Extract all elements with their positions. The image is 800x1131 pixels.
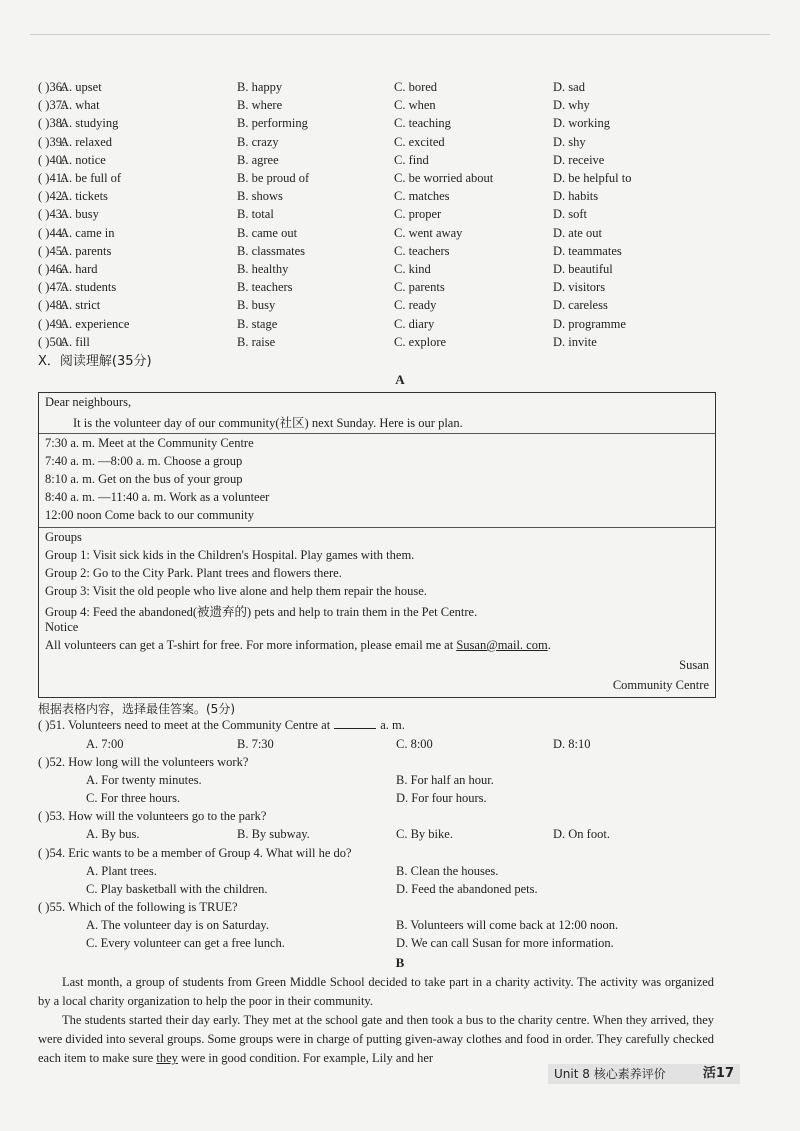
option-d[interactable]: D. habits [553,189,599,204]
option-a[interactable]: A. upset [60,80,102,94]
option-b[interactable]: B. classmates [237,243,306,258]
option-c[interactable]: C. bored [394,80,438,94]
option-d[interactable]: D. working [553,116,610,131]
option-d[interactable]: D. programme [553,316,626,331]
option-b[interactable]: B. crazy [237,134,279,149]
page-number: 活17 [702,1066,734,1081]
option-c[interactable]: C. excited [394,134,445,149]
question-53-stem: ( )53. How will the volunteers go to the park? [38,809,267,823]
option-a[interactable]: A. be full of [60,171,122,185]
option-c[interactable]: C. be worried about [394,171,494,185]
schedule-section [39,433,715,528]
schedule-item: 7:40 a. m. —8:00 a. m. Choose a group [45,454,243,468]
option-a[interactable]: A. By bus. [86,827,140,841]
option-b[interactable]: B. came out [237,225,298,240]
paragraph-2-start: The students started their day early. They met at the school gate and then took a bus to the charity centre. When they arrived, they were divided into several groups. Some groups were in charge of putting given-away clothes and food in order. They carefully checked each item to make sure [38,1013,714,1065]
option-b[interactable]: B. Clean the houses. [396,864,499,878]
group-item: Group 1: Visit sick kids in the Children's Hospital. Play games with them. [45,548,415,562]
option-c[interactable]: C. teachers [394,243,450,258]
option-c[interactable]: C. proper [394,207,442,222]
schedule-item: 12:00 noon Come back to our community [45,508,255,522]
question-number: ( )38. [38,116,66,131]
reading-instruction: 根据表格内容，选择最佳答案。(5分) [38,702,235,716]
option-b[interactable]: B. busy [237,298,276,313]
option-a[interactable]: A. experience [60,316,130,331]
notice-text [45,638,551,653]
option-a[interactable]: A. relaxed [60,134,113,149]
option-b[interactable]: B. performing [237,116,308,131]
option-a[interactable]: A. strict [60,298,101,313]
option-c[interactable]: C. went away [394,225,463,240]
cloze-row [38,242,738,260]
question-number: ( )36. [38,80,66,94]
group-item: Group 2: Go to the City Park. Plant trees and flowers there. [45,566,342,580]
question-stem-text: ( )51. Volunteers need to meet at the Community Centre at [38,718,331,732]
option-a[interactable]: A. 7:00 [86,737,124,751]
option-c[interactable]: C. kind [394,262,431,276]
cloze-row [38,151,738,169]
option-a[interactable]: A. studying [60,116,119,131]
sign-org: Community Centre [612,678,709,692]
option-d[interactable]: D. soft [553,207,588,222]
cloze-row [38,96,738,114]
question-number: ( )40. [38,152,66,167]
option-c[interactable]: C. Play basketball with the children. [86,882,268,896]
schedule-item: 8:40 a. m. —11:40 a. m. Work as a volunteer [45,490,270,504]
option-b[interactable]: B. stage [237,316,278,331]
question-number: ( )46. [38,262,66,276]
option-d[interactable]: D. careless [553,298,608,313]
footer-unit: Unit 8 核心素养评价 [554,1067,666,1081]
option-a[interactable]: A. For twenty minutes. [86,773,202,787]
top-rule [30,34,770,35]
question-number: ( )50. [38,334,66,349]
cloze-row [38,169,738,187]
option-c[interactable]: C. diary [394,316,435,331]
option-a[interactable]: A. what [60,98,100,113]
option-b[interactable]: B. total [237,207,274,222]
question-number: ( )44. [38,225,66,240]
option-d[interactable]: D. why [553,98,590,113]
option-c[interactable]: C. parents [394,280,445,295]
question-number: ( )47. [38,280,66,295]
question-stem-tail: a. m. [380,718,405,732]
schedule-item: 7:30 a. m. Meet at the Community Centre [45,436,254,450]
cloze-row [38,78,738,96]
cloze-row [38,315,738,333]
option-d[interactable]: D. shy [553,134,586,149]
question-51-stem [38,718,405,733]
cloze-row [38,114,738,132]
option-c[interactable]: C. Every volunteer can get a free lunch. [86,936,285,950]
answer-blank[interactable] [334,718,376,729]
option-c[interactable]: C. ready [394,298,437,313]
option-d[interactable]: D. receive [553,152,605,167]
option-a[interactable]: A. tickets [60,189,108,204]
passage-b-paragraph-1: Last month, a group of students from Green Middle School decided to take part in a charity activity. The activity was organized by a local charity organization to help the poor in their community. [38,975,714,1008]
cloze-row [38,260,738,278]
option-c[interactable]: C. By bike. [396,827,453,841]
option-b[interactable]: B. shows [237,189,283,204]
option-b[interactable]: B. raise [237,334,276,349]
email-link[interactable]: Susan@mail. com [456,638,548,652]
passage-b-text [38,973,714,1068]
question-number: ( )48. [38,298,66,313]
option-b[interactable]: B. where [237,98,283,113]
option-d[interactable]: D. ate out [553,225,602,240]
option-c[interactable]: C. For three hours. [86,791,181,805]
question-54-stem: ( )54. Eric wants to be a member of Group 4. What will he do? [38,846,352,860]
cloze-row [38,278,738,296]
option-b[interactable]: B. By subway. [237,827,310,841]
option-b[interactable]: B. agree [237,152,279,167]
option-d[interactable]: D. invite [553,334,597,349]
cloze-row [38,333,738,351]
option-a[interactable]: A. notice [60,152,106,167]
option-c[interactable]: C. find [394,152,429,167]
question-55-stem: ( )55. Which of the following is TRUE? [38,900,238,914]
option-d[interactable]: D. We can call Susan for more information. [396,936,614,950]
group-item: Group 4: Feed the abandoned(被遗弃的) pets and help to train them in the Pet Centre. [45,605,478,619]
option-d[interactable]: D. visitors [553,280,606,295]
option-a[interactable]: A. fill [60,334,90,349]
option-a[interactable]: A. students [60,280,117,295]
option-d[interactable]: D. On foot. [553,827,610,841]
option-d[interactable]: D. sad [553,80,585,94]
underlined-word: they [156,1051,178,1065]
option-c[interactable]: C. teaching [394,116,451,131]
question-number: ( )42. [38,189,66,204]
option-d[interactable]: D. be helpful to [553,171,632,185]
passage-a-letter: A [395,372,405,387]
passage-b-letter: B [395,955,405,970]
notice-intro: It is the volunteer day of our community(社区) next Sunday. Here is our plan. [73,416,463,430]
section-title: X．阅读理解(35分) [38,354,152,369]
notice-text-body: All volunteers can get a T-shirt for free. For more information, please email me at [45,638,457,652]
group-item: Group 3: Visit the old people who live alone and help them repair the house. [45,584,427,598]
cloze-row [38,205,738,223]
cloze-row [38,224,738,242]
option-a[interactable]: A. hard [60,262,98,276]
option-b[interactable]: B. happy [237,80,283,94]
option-b[interactable]: B. 7:30 [237,737,274,751]
notice-table [38,392,716,698]
question-52-stem: ( )52. How long will the volunteers work? [38,755,249,769]
schedule-item: 8:10 a. m. Get on the bus of your group [45,472,243,486]
option-b[interactable]: B. teachers [237,280,293,295]
question-number: ( )37. [38,98,66,113]
question-number: ( )41. [38,171,66,185]
option-c[interactable]: C. explore [394,334,447,349]
notice-greeting: Dear neighbours, [45,395,132,409]
option-a[interactable]: A. The volunteer day is on Saturday. [86,918,269,932]
option-a[interactable]: A. busy [60,207,99,222]
question-number: ( )49. [38,316,66,331]
option-b[interactable]: B. For half an hour. [396,773,494,787]
option-d[interactable]: D. For four hours. [396,791,487,805]
option-a[interactable]: A. Plant trees. [86,864,157,878]
cloze-row [38,296,738,314]
option-a[interactable]: A. came in [60,225,115,240]
option-b[interactable]: B. Volunteers will come back at 12:00 noon. [396,918,619,932]
option-d[interactable]: D. beautiful [553,262,613,276]
groups-title: Groups [45,530,82,544]
option-a[interactable]: A. parents [60,243,112,258]
option-b[interactable]: B. healthy [237,262,289,276]
option-c[interactable]: C. matches [394,189,450,204]
cloze-row [38,133,738,151]
option-b[interactable]: B. be proud of [237,171,310,185]
page-footer [548,1064,740,1084]
question-number: ( )39. [38,134,66,149]
option-c[interactable]: C. 8:00 [396,737,433,751]
sign-name: Susan [679,658,709,672]
option-c[interactable]: C. when [394,98,436,113]
option-d[interactable]: D. Feed the abandoned pets. [396,882,538,896]
question-number: ( )45. [38,243,66,258]
passage-b-paragraph-2 [38,1011,714,1068]
notice-text-end: . [547,638,551,652]
option-d[interactable]: D. teammates [553,243,622,258]
cloze-row [38,187,738,205]
groups-section [39,527,715,698]
notice-title: Notice [45,620,79,634]
question-number: ( )43. [38,207,66,222]
paragraph-2-end: were in good condition. For example, Lily and her [177,1051,434,1065]
option-d[interactable]: D. 8:10 [553,737,591,751]
